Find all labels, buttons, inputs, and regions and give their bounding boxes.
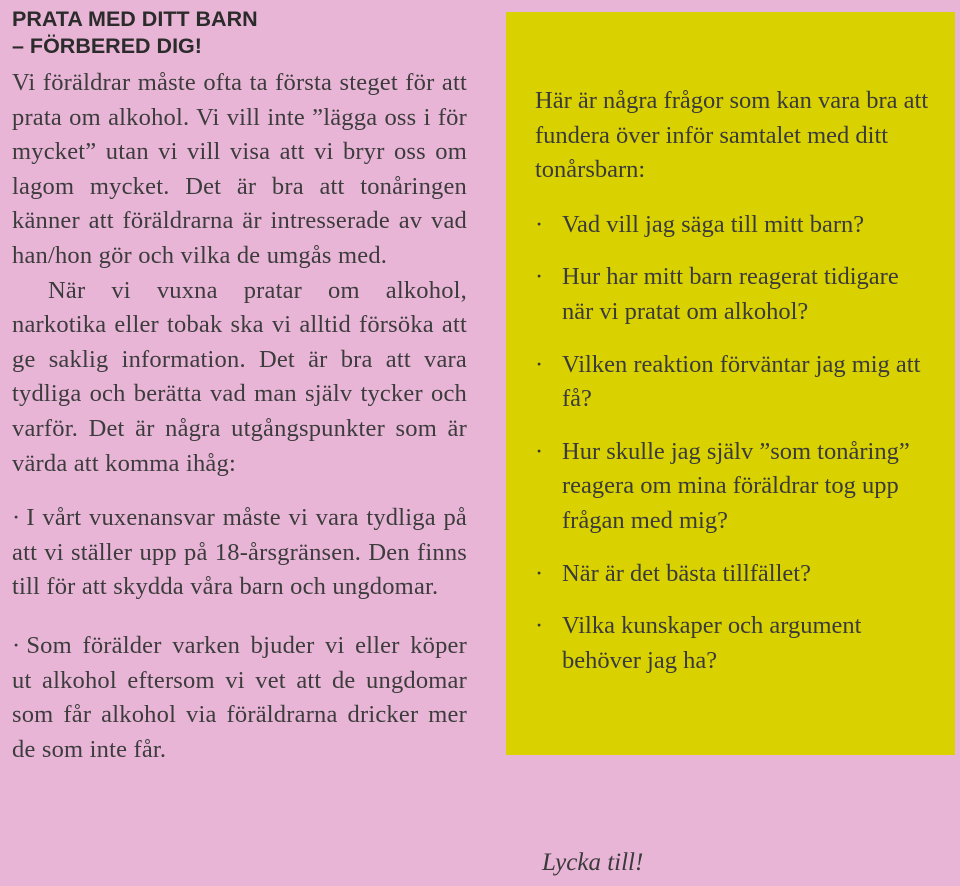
bullet-dot-icon: · [12, 504, 21, 532]
question-text: Vilken reaktion förväntar jag mig att få? [562, 350, 921, 413]
bullet-dot-icon: · [535, 437, 544, 465]
paragraph-information: När vi vuxna pratar om alkohol, narkotika eller tobak ska vi alltid försöka att ge saklig information. Det är bra att vara tydliga och berätta vad man själv tycker och varför. Det är några utgångspunkter som är värda att komma ihåg: [12, 276, 467, 477]
bullet-dot-icon: · [535, 350, 544, 378]
closing-text: Lycka till! [542, 849, 644, 876]
bullet-dot-icon: · [535, 263, 544, 291]
questions-box [506, 12, 955, 755]
bullet-dot-icon: · [12, 631, 21, 659]
bullet-dot-icon: · [535, 612, 544, 640]
questions-list [535, 208, 935, 679]
bullet-text: I vårt vuxenansvar måste vi vara tydliga på att vi ställer upp på 18-årsgränsen. Den finns till för att skydda våra barn och ungdomar. [12, 504, 467, 601]
question-text: När är det bästa tillfället? [562, 559, 811, 587]
question-item [535, 557, 935, 592]
question-item [535, 348, 935, 417]
questions-intro: Här är några frågor som kan vara bra att fundera över inför samtalet med ditt tonårsbarn: [535, 87, 929, 184]
bullet-item [12, 501, 467, 605]
heading-line-2: – FÖRBERED DIG! [12, 34, 202, 58]
bullet-item [12, 629, 467, 767]
question-item [535, 208, 935, 243]
body-text [12, 66, 467, 767]
heading-line-1: PRATA MED DITT BARN [12, 7, 258, 31]
paragraph-intro: Vi föräldrar måste ofta ta första steget för att prata om alkohol. Vi vill inte ”lägga oss i för mycket” utan vi vill visa att vi bryr oss om lagom mycket. Det är bra att tonåringen känner att föräldrarna är intresserade av vad han/hon gör och vilka de umgås med. [12, 69, 467, 269]
left-column [12, 6, 467, 767]
question-text: Hur skulle jag själv ”som tonåring” reagera om mina föräldrar tog upp frågan med mig? [562, 437, 910, 534]
bullet-dot-icon: · [535, 559, 544, 587]
bullet-text: Som förälder varken bjuder vi eller köper ut alkohol eftersom vi vet att de ungdomar som får alkohol via föräldrarna dricker mer de som inte får. [12, 631, 467, 763]
question-item [535, 609, 935, 678]
question-item [535, 435, 935, 539]
questions-box-content [535, 84, 935, 696]
question-text: Vad vill jag säga till mitt barn? [562, 210, 865, 238]
page-heading [12, 6, 467, 60]
question-item [535, 260, 935, 329]
question-text: Vilka kunskaper och argument behöver jag ha? [562, 612, 862, 674]
question-text: Hur har mitt barn reagerat tidigare när vi pratat om alkohol? [562, 263, 899, 325]
bullet-dot-icon: · [535, 210, 544, 238]
